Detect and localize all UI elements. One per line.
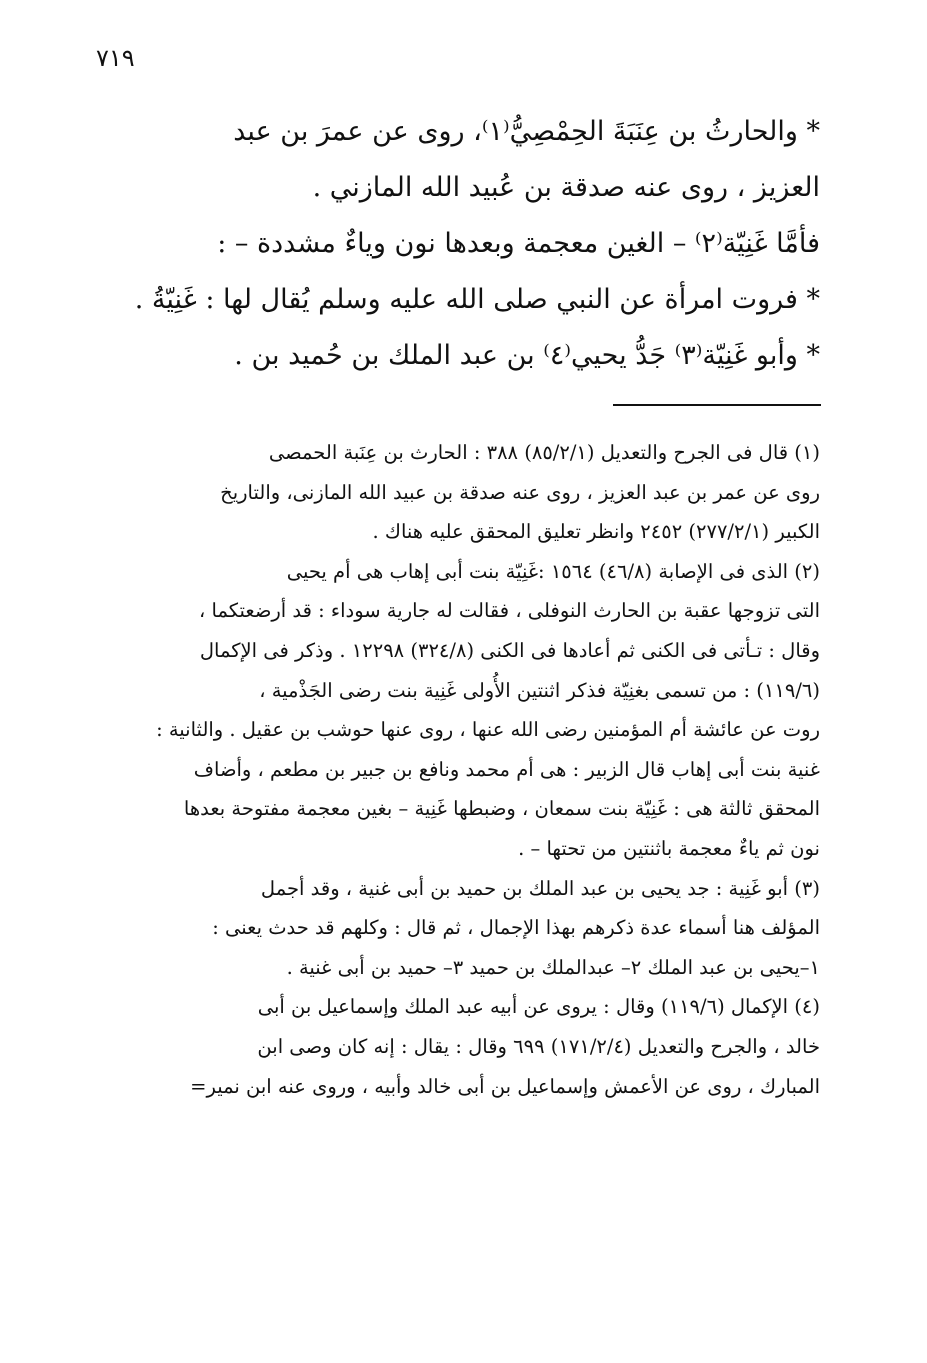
footnotes [90,433,820,1106]
footnote-line: نون ثم ياءٌ معجمة باثنتين من تحتها – . [518,836,820,860]
footnote-line: (٣) أبو غَنِية : جد يحيى بن عبد الملك بن حميد بن أبى غنية ، وقد أجمل [260,876,820,900]
footnote-line: المبارك ، روى عن الأعمش وإسماعيل بن أبى خالد وأبيه ، وروى عنه ابن نمير= [190,1074,820,1098]
footnote-line: غنية بنت أبى إهاب قال الزبير : هى أم محمد ونافع بن جبير بن مطعم ، وأضاف [193,757,820,781]
main-text-line: * فروت امرأة عن النبي صلى الله عليه وسلم يُقال لها : غَنِيّةُ . [134,284,820,315]
page-number: ٧١٩ [96,44,135,72]
footnote-line: التى تزوجها عقبة بن الحارث النوفلى ، فقالت له جارية سوداء : قد أرضعتكما ، [199,599,820,623]
footnote-line: (٤) الإكمال (١١٩/٦) وقال : يروى عن أبيه عبد الملك وإسماعيل بن أبى [257,995,820,1019]
footnote-line: المؤلف هنا أسماء عدة ذكرهم بهذا الإجمال ، ثم قال : وكلهم قد حدث يعنى : [212,916,820,940]
footnote-line: (١١٩/٦) : من تسمى بغنِيّة فذكر اثنتين الأُولى غَنِية بنت رضى الجَذْمية ، [259,678,820,702]
footnote-line: ١–يحيى بن عبد الملك ٢– عبدالملك بن حميد ٣– حميد بن أبى غنية . [286,955,820,979]
footnote-line: وقال : تـأتى فى الكنى ثم أعادها فى الكنى (٣٢٤/٨) ١٢٢٩٨ . وذكر فى الإكمال [199,638,820,662]
footnote-line: روت عن عائشة أم المؤمنين رضى الله عنها ، روى عنها حوشب بن عقيل . والثانية : [156,718,820,742]
main-text-line: فأمَّا غَنِيّة⁽٢⁾ – الغين معجمة وبعدها نون وياءٌ مشددة – : [217,228,820,259]
footnote-line: المحقق ثالثة هى : غَنِيّة بنت سمعان ، وضبطها غَنِية – بغين معجمة مفتوحة بعدها [183,797,820,821]
main-text-line: * والحارثُ بن عِنَبَةَ الحِمْصِيُّ⁽١⁾، روى عن عمرَ بن عبد [233,116,820,147]
footnote-line: خالد ، والجرح والتعديل (١٧١/٢/٤) ٦٩٩ وقال : يقال : إنه كان وصى ابن [257,1034,820,1058]
footnote-divider [613,404,821,406]
footnote-line: روى عن عمر بن عبد العزيز ، روى عنه صدقة بن عبيد الله المازنى، والتاريخ [220,480,820,504]
main-text-line: * وأبو غَنِيّة⁽٣⁾ جَدُّ يحيي⁽٤⁾ بن عبد الملك بن حُميد بن . [234,340,820,371]
footnote-line: (١) قال فى الجرح والتعديل (٨٥/٢/١) ٣٨٨ : الحارث بن عِنَبة الحمصى [268,441,820,464]
footnote-line: الكبير (٢٧٧/٢/١) ٢٤٥٢ وانظر تعليق المحقق عليه هناك . [372,520,820,544]
main-text [90,104,820,384]
footnote-line: (٢) الذى فى الإصابة (٤٦/٨) ١٥٦٤ :غَنِيّة بنت أبى إهاب هى أم يحيى [286,559,820,583]
main-text-line: العزيز ، روى عنه صدقة بن عُبيد الله المازني . [312,172,820,203]
